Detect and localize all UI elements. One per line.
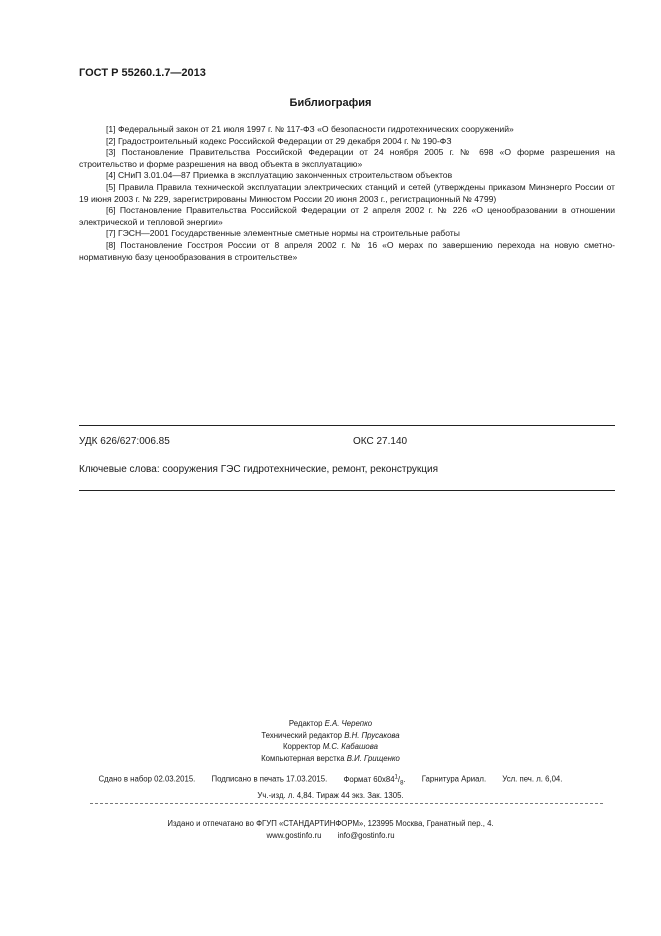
bibliography-item: [5] Правила Правила технической эксплуатации электрических станций и сетей (утверждены приказом Минэнерго России от 19 июня 2003 г. № 229, зарегистрированы Минюстом России 20 июня 2003 г., регистрационный № 4799) bbox=[79, 181, 615, 204]
document-code: ГОСТ Р 55260.1.7—2013 bbox=[79, 67, 206, 79]
credit-name: М.С. Кабашова bbox=[322, 742, 379, 751]
publisher-contacts bbox=[0, 830, 661, 842]
imprint-line-2: Уч.-изд. л. 4,84. Тираж 44 экз. Зак. 1305. bbox=[257, 790, 404, 800]
website-link[interactable]: www.gostinfo.ru bbox=[266, 831, 322, 840]
bottom-divider bbox=[79, 490, 615, 491]
credits-block bbox=[0, 718, 661, 764]
bibliography-item: [2] Градостроительный кодекс Российской Федерации от 29 декабря 2004 г. № 190-ФЗ bbox=[106, 135, 452, 146]
credit-name: В.Н. Прусакова bbox=[344, 730, 400, 740]
top-divider bbox=[79, 425, 615, 426]
typeface: Гарнитура Ариал. bbox=[421, 774, 487, 784]
bibliography-title: Библиография bbox=[289, 97, 372, 109]
credit-line bbox=[0, 730, 661, 742]
credit-line bbox=[0, 753, 661, 765]
bibliography-item: [4] СНиП 3.01.04—87 Приемка в эксплуатацию законченных строительством объектов bbox=[106, 170, 453, 181]
credit-name: Е.А. Черепко bbox=[324, 719, 373, 728]
credit-role: Технический редактор bbox=[261, 730, 343, 740]
credit-line bbox=[0, 718, 661, 730]
bibliography-item: [1] Федеральный закон от 21 июля 1997 г. № 117-ФЗ «О безопасности гидротехнических сооружений» bbox=[106, 124, 514, 134]
format: Формат $60x84^1/_8$. bbox=[343, 774, 406, 787]
bibliography-item: [7] ГЭСН—2001 Государственные элементные сметные нормы на строительные работы bbox=[106, 228, 460, 239]
publisher-address: Издано и отпечатано во ФГУП «СТАНДАРТИНФОРМ», 123995 Москва, Гранатный пер., 4. bbox=[167, 819, 494, 828]
print-date: Подписано в печать 17.03.2015. bbox=[211, 774, 328, 784]
credit-role: Компьютерная верстка bbox=[261, 753, 345, 763]
keywords: Ключевые слова: сооружения ГЭС гидротехнические, ремонт, реконструкция bbox=[79, 464, 439, 475]
credit-line bbox=[0, 741, 661, 753]
credit-name: В.И. Грищенко bbox=[346, 753, 400, 763]
set-date: Сдано в набор 02.03.2015. bbox=[98, 774, 196, 784]
publisher-block bbox=[0, 818, 661, 842]
credit-role: Редактор bbox=[288, 719, 323, 728]
imprint-line-1 bbox=[0, 772, 661, 790]
udk-code: УДК 626/627:006.85 bbox=[79, 436, 170, 447]
bibliography-item: [6] Постановление Правительства Российской Федерации от 2 апреля 2002 г. № 226 «О ценообразовании в отношении электрической и тепловой энергии» bbox=[79, 205, 615, 227]
imprint-block bbox=[0, 772, 661, 801]
bibliography-item: [3] Постановление Правительства Российской Федерации от 24 ноября 2005 г. № 698 «О форме разрешения на строительство и форме разрешения на ввод объекта в эксплуатацию» bbox=[79, 147, 615, 169]
credit-role: Корректор bbox=[282, 742, 321, 751]
bibliography-list bbox=[79, 124, 615, 263]
email-link[interactable]: info@gostinfo.ru bbox=[337, 831, 395, 840]
print-sheets: Усл. печ. л. 6,04. bbox=[502, 774, 563, 784]
bibliography-item: [8] Постановление Госстроя России от 8 апреля 2002 г. № 16 «О мерах по завершению перехода на новую сметно-нормативную базу ценообразования в строительстве» bbox=[79, 239, 615, 262]
dashed-divider bbox=[90, 803, 603, 804]
oks-code: ОКС 27.140 bbox=[353, 436, 408, 447]
